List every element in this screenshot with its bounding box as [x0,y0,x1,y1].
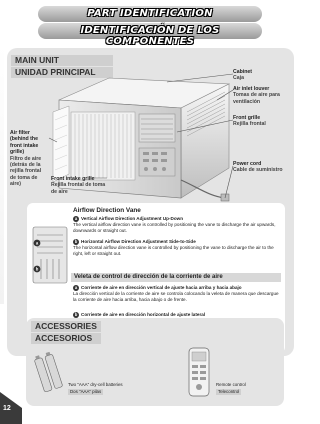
label-batteries-en: Two "AAA" dry-cell batteries [68,382,123,387]
label-air-filter-en: Air filter (behind the front intake grille) [10,130,39,156]
label-power-cord-es: Cable de suministro [233,167,283,174]
page-title-es: IDENTIFICACIÓN DE LOS COMPONENTES [80,25,220,47]
main-unit-heading-es: UNIDAD PRINCIPAL [11,67,113,78]
accessories-heading-es: ACCESORIOS [31,333,101,344]
label-cabinet-es: Caja [233,75,244,82]
airflow-b-heading-es: Corriente de aire en dirección horizontal de ajuste lateral [81,312,206,318]
remote-control-icon [186,346,212,398]
badge-b-en: b [74,239,78,244]
badge-a-en: a [74,216,78,221]
label-air-filter-es: Filtro de aire (detrás de la rejilla frontal de toma de aire) [10,155,42,188]
label-remote-es: Telecontrol [218,389,240,394]
label-cabinet-en: Cabinet [233,69,253,75]
edge-stripe [0,44,4,304]
label-front-intake-es: Rejilla frontal de toma de aire [51,182,106,195]
vane-badge-a: a [35,240,39,246]
airflow-a-text-es: La dirección vertical de la corriente de aire se controla colocando la veleta de manera que descargue la corriente de aire hacia arriba, hacia abajo o de frente. [73,291,279,302]
airflow-item-b-en [73,239,279,257]
airflow-item-a-en [73,216,279,234]
airflow-b-text-en: The horizontal airflow direction vane is controlled by positioning the vane to discharge the air to the right, left or straight out. [73,245,274,256]
label-cabinet [233,69,291,82]
accessories-heading-en: ACCESSORIES [31,321,101,332]
airflow-b-heading-en: Horizontal Airflow Direction Adjustment Side-to-Side [81,239,196,245]
page-number: 12 [3,405,11,412]
label-batteries-es: Dos "AAA" pilas [70,389,102,394]
label-power-cord-en: Power cord [233,161,262,167]
label-remote [216,382,276,395]
airflow-a-heading-es: Corriente de aire en dirección vertical de ajuste hacia arriba y hacia abajo [81,285,242,291]
label-front-grille-es: Rejilla frontal [233,121,266,128]
label-air-filter [10,130,48,188]
label-front-intake [51,176,111,195]
page-title: PART IDENTIFICATION [87,8,213,19]
accessories-panel [26,318,284,406]
label-air-inlet-es: Tomas de aire para ventilación [233,92,280,105]
label-remote-en: Remote control [216,382,246,387]
airflow-title-es: Veleta de control de dirección de la corriente de aire [71,273,281,282]
label-front-grille-en: Front grille [233,115,261,121]
airflow-a-text-en: The vertical airflow direction vane is controlled by positioning the vane to discharge the air upwards, downwards or straight out. [73,222,276,233]
main-unit-panel [7,48,294,356]
label-batteries [68,382,158,395]
batteries-icon [34,350,64,396]
badge-a-es: a [74,285,78,290]
airflow-a-heading-en: Vertical Airflow Direction Adjustment Up-Down [81,216,184,222]
main-unit-heading-en: MAIN UNIT [11,55,113,66]
label-front-grille [233,115,291,128]
vane-illustration [31,225,69,285]
badge-b-es: b [74,312,78,317]
airflow-item-a-es [73,285,279,303]
label-power-cord [233,161,291,174]
title-banner [38,6,262,47]
label-air-inlet-en: Air inlet louver [233,86,270,92]
vane-badge-b: b [35,266,39,272]
airflow-title-en: Airflow Direction Vane [73,207,141,214]
accessories-heading [31,321,101,345]
label-air-inlet [233,86,291,105]
label-front-intake-en: Front intake grille [51,176,95,182]
